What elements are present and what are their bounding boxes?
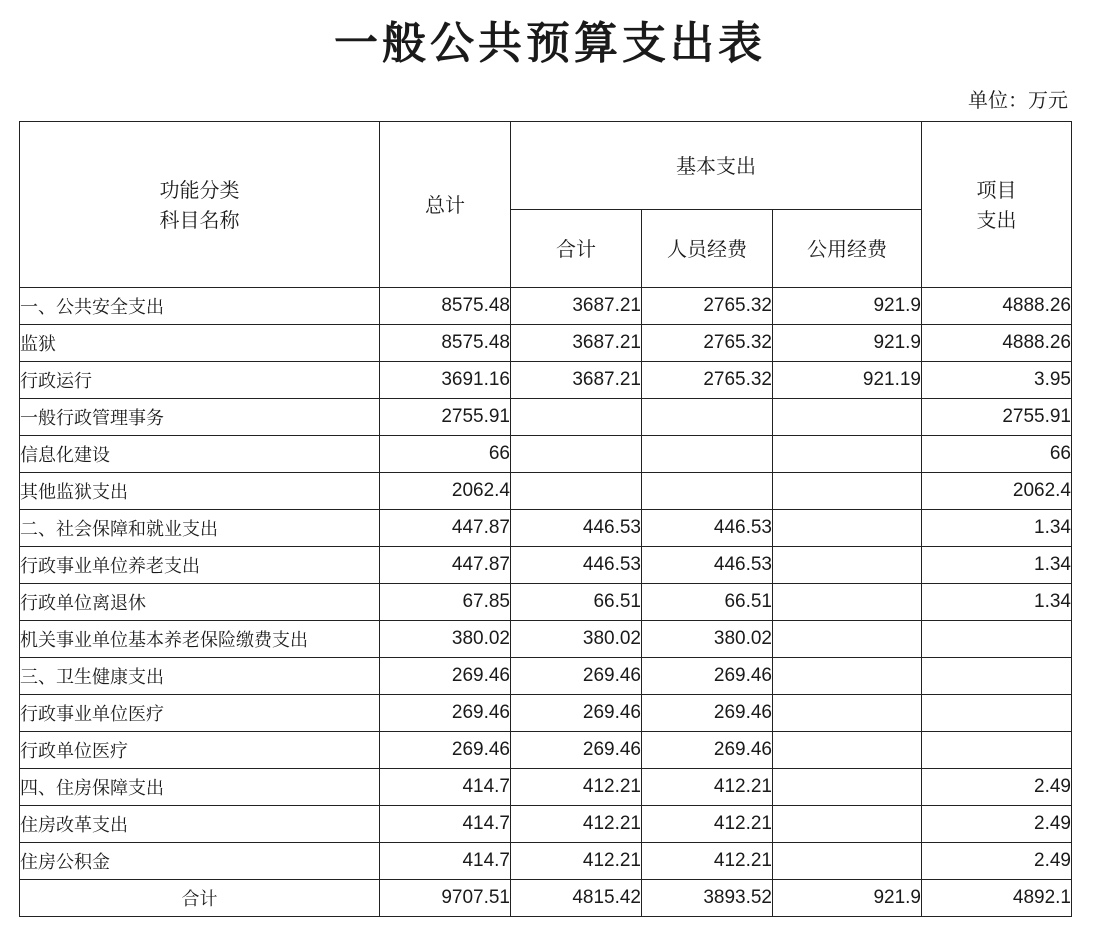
cell-project: 66 [922,436,1072,473]
total-row [20,880,1072,917]
header-personnel: 人员经费 [642,210,773,288]
cell-total: 269.46 [380,732,511,769]
budget-table [19,121,1072,917]
row-name: 四、住房保障支出 [20,769,380,806]
cell-public [773,510,922,547]
cell-personnel [642,436,773,473]
cell-project: 2.49 [922,769,1072,806]
cell-total: 269.46 [380,695,511,732]
cell-project [922,658,1072,695]
cell-subtotal: 269.46 [511,695,642,732]
cell-total: 447.87 [380,547,511,584]
table-row [20,510,1072,547]
cell-public [773,843,922,880]
header-category-line1: 功能分类 [159,177,240,202]
cell-subtotal: 3687.21 [511,288,642,325]
header-category [20,122,380,288]
row-name: 一、公共安全支出 [20,288,380,325]
cell-total: 66 [380,436,511,473]
cell-public [773,473,922,510]
cell-project: 2755.91 [922,399,1072,436]
cell-project: 3.95 [922,362,1072,399]
cell-personnel: 446.53 [642,547,773,584]
cell-public [773,621,922,658]
cell-personnel: 269.46 [642,732,773,769]
row-name: 行政运行 [20,362,380,399]
cell-total: 447.87 [380,510,511,547]
table-row [20,473,1072,510]
header-total: 总计 [380,122,511,288]
table-row [20,769,1072,806]
cell-subtotal: 446.53 [511,510,642,547]
header-subtotal: 合计 [511,210,642,288]
header-basic: 基本支出 [511,122,922,210]
cell-personnel [642,473,773,510]
cell-personnel: 2765.32 [642,288,773,325]
cell-subtotal: 412.21 [511,843,642,880]
cell-personnel: 3893.52 [642,880,773,917]
header-category-line2: 科目名称 [159,207,240,232]
cell-personnel: 269.46 [642,658,773,695]
cell-personnel: 269.46 [642,695,773,732]
row-name: 机关事业单位基本养老保险缴费支出 [20,621,380,658]
cell-public [773,436,922,473]
cell-total: 414.7 [380,806,511,843]
cell-project: 2062.4 [922,473,1072,510]
cell-personnel: 446.53 [642,510,773,547]
cell-project: 1.34 [922,584,1072,621]
row-name: 住房改革支出 [20,806,380,843]
cell-subtotal: 380.02 [511,621,642,658]
page-title: 一般公共预算支出表 [334,18,766,69]
cell-personnel: 2765.32 [642,325,773,362]
cell-personnel: 2765.32 [642,362,773,399]
header-project-line1: 项目 [976,177,1017,202]
cell-public [773,547,922,584]
table-row [20,399,1072,436]
cell-subtotal: 446.53 [511,547,642,584]
cell-project [922,621,1072,658]
cell-subtotal [511,399,642,436]
cell-subtotal: 412.21 [511,806,642,843]
table-row [20,584,1072,621]
cell-public [773,732,922,769]
cell-personnel: 66.51 [642,584,773,621]
row-name: 行政单位离退休 [20,584,380,621]
cell-public: 921.19 [773,362,922,399]
table-row [20,732,1072,769]
cell-public [773,584,922,621]
cell-subtotal [511,473,642,510]
table-row [20,806,1072,843]
cell-total: 380.02 [380,621,511,658]
table-row [20,436,1072,473]
row-name: 一般行政管理事务 [20,399,380,436]
cell-project: 4888.26 [922,325,1072,362]
row-name: 行政事业单位养老支出 [20,547,380,584]
cell-project: 4892.1 [922,880,1072,917]
unit-label: 单位：万元 [968,88,1068,112]
total-label: 合计 [20,880,380,917]
cell-project: 1.34 [922,510,1072,547]
header-project [922,122,1072,288]
cell-total: 8575.48 [380,325,511,362]
cell-public [773,399,922,436]
cell-subtotal: 269.46 [511,658,642,695]
cell-subtotal: 3687.21 [511,325,642,362]
cell-personnel: 412.21 [642,843,773,880]
cell-total: 8575.48 [380,288,511,325]
cell-public: 921.9 [773,325,922,362]
cell-project: 2.49 [922,843,1072,880]
row-name: 行政单位医疗 [20,732,380,769]
cell-project [922,732,1072,769]
row-name: 行政事业单位医疗 [20,695,380,732]
row-name: 二、社会保障和就业支出 [20,510,380,547]
table-row [20,658,1072,695]
cell-subtotal: 3687.21 [511,362,642,399]
row-name: 三、卫生健康支出 [20,658,380,695]
table-row [20,288,1072,325]
row-name: 信息化建设 [20,436,380,473]
cell-public: 921.9 [773,880,922,917]
cell-total: 9707.51 [380,880,511,917]
table-row [20,621,1072,658]
cell-total: 414.7 [380,769,511,806]
table-row [20,325,1072,362]
cell-public [773,769,922,806]
table-row [20,362,1072,399]
cell-project [922,695,1072,732]
cell-project: 2.49 [922,806,1072,843]
cell-total: 414.7 [380,843,511,880]
cell-subtotal: 269.46 [511,732,642,769]
cell-public [773,658,922,695]
cell-subtotal: 4815.42 [511,880,642,917]
cell-personnel: 412.21 [642,806,773,843]
header-public: 公用经费 [773,210,922,288]
table-row [20,695,1072,732]
cell-public: 921.9 [773,288,922,325]
cell-project: 4888.26 [922,288,1072,325]
row-name: 其他监狱支出 [20,473,380,510]
table-row [20,547,1072,584]
cell-personnel: 380.02 [642,621,773,658]
cell-public [773,695,922,732]
header-project-line2: 支出 [976,207,1017,232]
cell-personnel [642,399,773,436]
cell-public [773,806,922,843]
cell-total: 67.85 [380,584,511,621]
cell-project: 1.34 [922,547,1072,584]
row-name: 监狱 [20,325,380,362]
cell-subtotal: 66.51 [511,584,642,621]
cell-personnel: 412.21 [642,769,773,806]
cell-total: 2755.91 [380,399,511,436]
cell-total: 2062.4 [380,473,511,510]
row-name: 住房公积金 [20,843,380,880]
cell-total: 269.46 [380,658,511,695]
cell-subtotal: 412.21 [511,769,642,806]
cell-total: 3691.16 [380,362,511,399]
cell-subtotal [511,436,642,473]
table-row [20,843,1072,880]
